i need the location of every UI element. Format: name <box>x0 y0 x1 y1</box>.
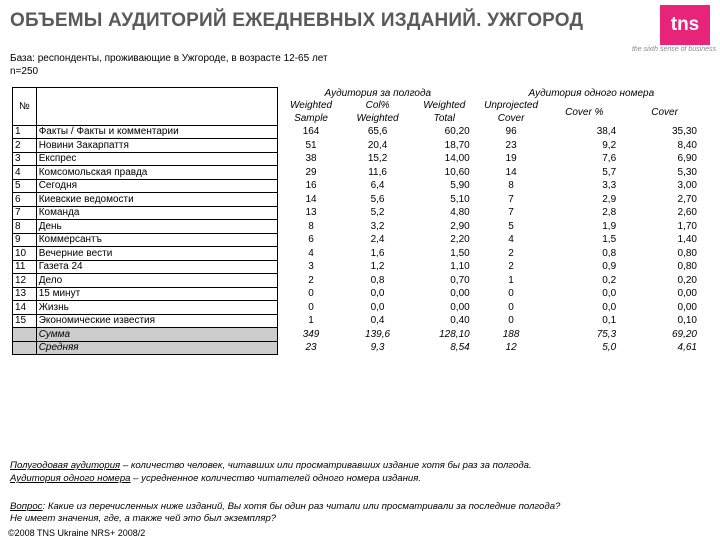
publication-name: День <box>36 220 277 234</box>
value-cell: 1 <box>508 274 514 286</box>
summary-value: 12 <box>505 342 517 354</box>
value-cell: 3,00 <box>677 180 697 192</box>
summary-row <box>13 341 706 355</box>
summary-value: 188 <box>502 328 520 340</box>
value-cell: 15,2 <box>367 153 388 165</box>
value-cell: 7 <box>508 193 514 205</box>
publication-name: 15 минут <box>36 287 277 301</box>
publication-name: Коммерсантъ <box>36 233 277 247</box>
summary-number-cell <box>13 341 37 355</box>
value-cell: 19 <box>505 153 517 165</box>
table-row <box>13 274 706 288</box>
value-cell: 0,1 <box>602 315 617 327</box>
value-cell: 5,90 <box>450 180 470 192</box>
col-header-0-line2: Sample <box>294 112 328 124</box>
summary-value: 69,20 <box>671 328 697 340</box>
value-cell: 2,9 <box>602 193 617 205</box>
value-cell: 2,20 <box>450 234 470 246</box>
question-block <box>10 501 560 525</box>
value-cell: 0,70 <box>450 274 470 286</box>
col-header-3-line2: Cover <box>497 112 525 124</box>
value-cell: 0,0 <box>602 288 617 300</box>
table-row <box>13 193 706 207</box>
copyright: ©2008 TNS Ukraine NRS+ 2008/2 <box>8 528 146 538</box>
row-number: 12 <box>13 274 37 288</box>
group-half-year: Аудитория за полгода <box>324 88 432 100</box>
value-cell: 51 <box>305 139 317 151</box>
publication-name: Комсомольская правда <box>36 166 277 180</box>
value-cell: 6 <box>308 234 314 246</box>
value-cell: 0 <box>508 301 514 313</box>
summary-label: Сумма <box>36 328 277 342</box>
value-cell: 0 <box>508 288 514 300</box>
num-header-cell <box>13 88 37 126</box>
summary-value: 8,54 <box>450 342 470 354</box>
value-cell: 8 <box>308 220 314 232</box>
value-cell: 2,60 <box>677 207 697 219</box>
half-year-term: Полугодовая аудитория <box>10 460 121 471</box>
value-cell: 0,20 <box>677 274 697 286</box>
row-number: 6 <box>13 193 37 207</box>
value-cell: 0,10 <box>677 315 697 327</box>
value-cell: 7,6 <box>602 153 617 165</box>
value-cell: 1,5 <box>602 234 617 246</box>
value-cell: 65,6 <box>367 126 388 138</box>
table-row <box>13 287 706 301</box>
summary-value: 139,6 <box>365 328 391 340</box>
value-cell: 2,90 <box>450 220 470 232</box>
col-header-1-line2: Weighted <box>356 112 399 124</box>
table-row <box>13 152 706 166</box>
value-cell: 0,80 <box>677 261 697 273</box>
value-cell: 0 <box>508 315 514 327</box>
value-cell: 1,2 <box>370 261 385 273</box>
publication-name: Дело <box>36 274 277 288</box>
row-number: 15 <box>13 314 37 328</box>
summary-row <box>13 328 706 342</box>
value-cell: 0,0 <box>370 301 385 313</box>
table-row <box>13 206 706 220</box>
value-cell: 20,4 <box>367 139 388 151</box>
table-row <box>13 233 706 247</box>
summary-value: 5,0 <box>602 342 617 354</box>
value-cell: 5,7 <box>602 166 617 178</box>
value-cell: 8 <box>508 180 514 192</box>
row-number: 10 <box>13 247 37 261</box>
publication-name: Газета 24 <box>36 260 277 274</box>
value-cell: 29 <box>305 166 317 178</box>
value-cell: 8,40 <box>677 139 697 151</box>
value-cell: 2 <box>508 261 514 273</box>
value-cell: 0,4 <box>370 315 385 327</box>
col-header-0-line1: Weighted <box>290 100 333 111</box>
value-cell: 6,4 <box>370 180 385 192</box>
value-cell: 0 <box>308 288 314 300</box>
value-cell: 2,8 <box>602 207 617 219</box>
value-cell: 96 <box>505 126 517 138</box>
value-cell: 1 <box>308 315 314 327</box>
value-cell: 3,3 <box>602 180 617 192</box>
value-cell: 2,70 <box>677 193 697 205</box>
row-number: 1 <box>13 125 37 139</box>
value-cell: 1,70 <box>677 220 697 232</box>
row-number: 4 <box>13 166 37 180</box>
col-header-5: Cover <box>651 107 678 118</box>
logo-square: tns <box>660 5 710 45</box>
value-cell: 14 <box>505 166 517 178</box>
table-row <box>13 139 706 153</box>
table-row <box>13 301 706 315</box>
base-description: База: респонденты, проживающие в Ужгороде, в возрасте 12-65 лет <box>10 53 328 64</box>
value-cell: 1,9 <box>602 220 617 232</box>
row-number: 2 <box>13 139 37 153</box>
row-number: 3 <box>13 152 37 166</box>
publication-name: Экономические известия <box>36 314 277 328</box>
publication-name: Вечерние вести <box>36 247 277 261</box>
value-cell: 1,10 <box>450 261 470 273</box>
row-number: 9 <box>13 233 37 247</box>
audience-table <box>12 87 705 355</box>
value-cell: 4 <box>308 247 314 259</box>
value-cell: 4 <box>508 234 514 246</box>
col-header-2-line2: Total <box>433 112 455 124</box>
value-cell: 14,00 <box>444 153 470 165</box>
value-cell: 11,6 <box>368 166 387 178</box>
question-label: Вопрос <box>10 501 43 512</box>
value-cell: 4,80 <box>450 207 470 219</box>
row-number: 7 <box>13 206 37 220</box>
value-cell: 5 <box>508 220 514 232</box>
row-number: 5 <box>13 179 37 193</box>
value-cell: 1,40 <box>677 234 697 246</box>
definitions <box>10 459 532 485</box>
col-header-3-line1: Unprojected <box>484 100 539 111</box>
row-number: 8 <box>13 220 37 234</box>
table-row <box>13 247 706 261</box>
header-group-row <box>13 88 706 101</box>
table-row <box>13 220 706 234</box>
value-cell: 23 <box>505 139 517 151</box>
sample-size: n=250 <box>10 66 39 77</box>
publication-name: Жизнь <box>36 301 277 315</box>
value-cell: 10,60 <box>444 166 470 178</box>
value-cell: 2 <box>508 247 514 259</box>
publication-name: Факты / Факты и комментарии <box>36 125 277 139</box>
publication-name: Експрес <box>36 152 277 166</box>
value-cell: 0,00 <box>677 301 697 313</box>
value-cell: 5,6 <box>370 193 385 205</box>
value-cell: 0,8 <box>370 274 385 286</box>
row-number: 13 <box>13 287 37 301</box>
summary-label: Средняя <box>36 341 277 355</box>
value-cell: 5,10 <box>450 193 470 205</box>
summary-value: 75,3 <box>596 328 617 340</box>
value-cell: 35,30 <box>671 126 697 138</box>
page-title: ОБЪЕМЫ АУДИТОРИЙ ЕЖЕДНЕВНЫХ ИЗДАНИЙ. УЖГОРОД <box>10 10 584 31</box>
summary-value: 9,3 <box>370 342 385 354</box>
value-cell: 0,0 <box>370 288 385 300</box>
value-cell: 1,50 <box>450 247 470 259</box>
publication-name: Киевские ведомости <box>36 193 277 207</box>
value-cell: 13 <box>305 207 317 219</box>
value-cell: 38,4 <box>596 126 617 138</box>
value-cell: 14 <box>305 193 317 205</box>
question-line-1: : Какие из перечисленных ниже изданий, Вы хотя бы один раз читали или просматривали за последние полгода? <box>42 501 561 512</box>
value-cell: 0,40 <box>450 315 470 327</box>
row-number: 14 <box>13 301 37 315</box>
publication-name: Новини Закарпаття <box>36 139 277 153</box>
table-row <box>13 125 706 139</box>
value-cell: 3 <box>308 261 314 273</box>
value-cell: 38 <box>305 153 317 165</box>
value-cell: 0,0 <box>602 301 617 313</box>
value-cell: 60,20 <box>444 126 470 138</box>
single-issue-text: – усредненное количество читателей одного номера издания. <box>130 473 422 484</box>
table-row <box>13 166 706 180</box>
table-row <box>13 260 706 274</box>
value-cell: 16 <box>305 180 317 192</box>
value-cell: 0,80 <box>677 247 697 259</box>
row-number: 11 <box>13 260 37 274</box>
publication-name: Команда <box>36 206 277 220</box>
value-cell: 2,4 <box>370 234 385 246</box>
value-cell: 7 <box>508 207 514 219</box>
col-header-4: Cover % <box>565 107 604 118</box>
value-cell: 164 <box>302 126 320 138</box>
value-cell: 0,9 <box>602 261 617 273</box>
single-issue-term: Аудитория одного номера <box>10 473 131 484</box>
summary-value: 349 <box>302 328 320 340</box>
value-cell: 0 <box>308 301 314 313</box>
question-line-2: Не имеет значения, где, а также чей это был экземпляр? <box>10 513 277 524</box>
summary-value: 23 <box>305 342 317 354</box>
value-cell: 3,2 <box>370 220 385 232</box>
name-header-cell <box>36 88 277 126</box>
value-cell: 0,00 <box>677 288 697 300</box>
value-cell: 0,2 <box>602 274 617 286</box>
table-row <box>13 179 706 193</box>
group-single-issue: Аудитория одного номера <box>528 88 655 100</box>
num-header: № <box>18 100 30 112</box>
value-cell: 0,00 <box>450 301 470 313</box>
table-row <box>13 314 706 328</box>
publication-name: Сегодня <box>36 179 277 193</box>
value-cell: 2 <box>308 274 314 286</box>
half-year-text: – количество человек, читавших или просматривавших издание хотя бы раз за полгода. <box>120 460 532 471</box>
col-header-1-line1: Col% <box>365 100 390 111</box>
value-cell: 6,90 <box>677 153 697 165</box>
value-cell: 0,00 <box>450 288 470 300</box>
summary-value: 4,61 <box>677 342 697 354</box>
value-cell: 9,2 <box>602 139 617 151</box>
value-cell: 5,30 <box>677 166 697 178</box>
logo-tagline: the sixth sense of business <box>631 46 716 53</box>
value-cell: 5,2 <box>370 207 385 219</box>
value-cell: 18,70 <box>444 139 470 151</box>
summary-value: 128,10 <box>439 328 470 340</box>
col-header-2-line1: Weighted <box>423 100 466 111</box>
summary-number-cell <box>13 328 37 342</box>
value-cell: 0,8 <box>602 247 617 259</box>
value-cell: 1,6 <box>370 247 385 259</box>
